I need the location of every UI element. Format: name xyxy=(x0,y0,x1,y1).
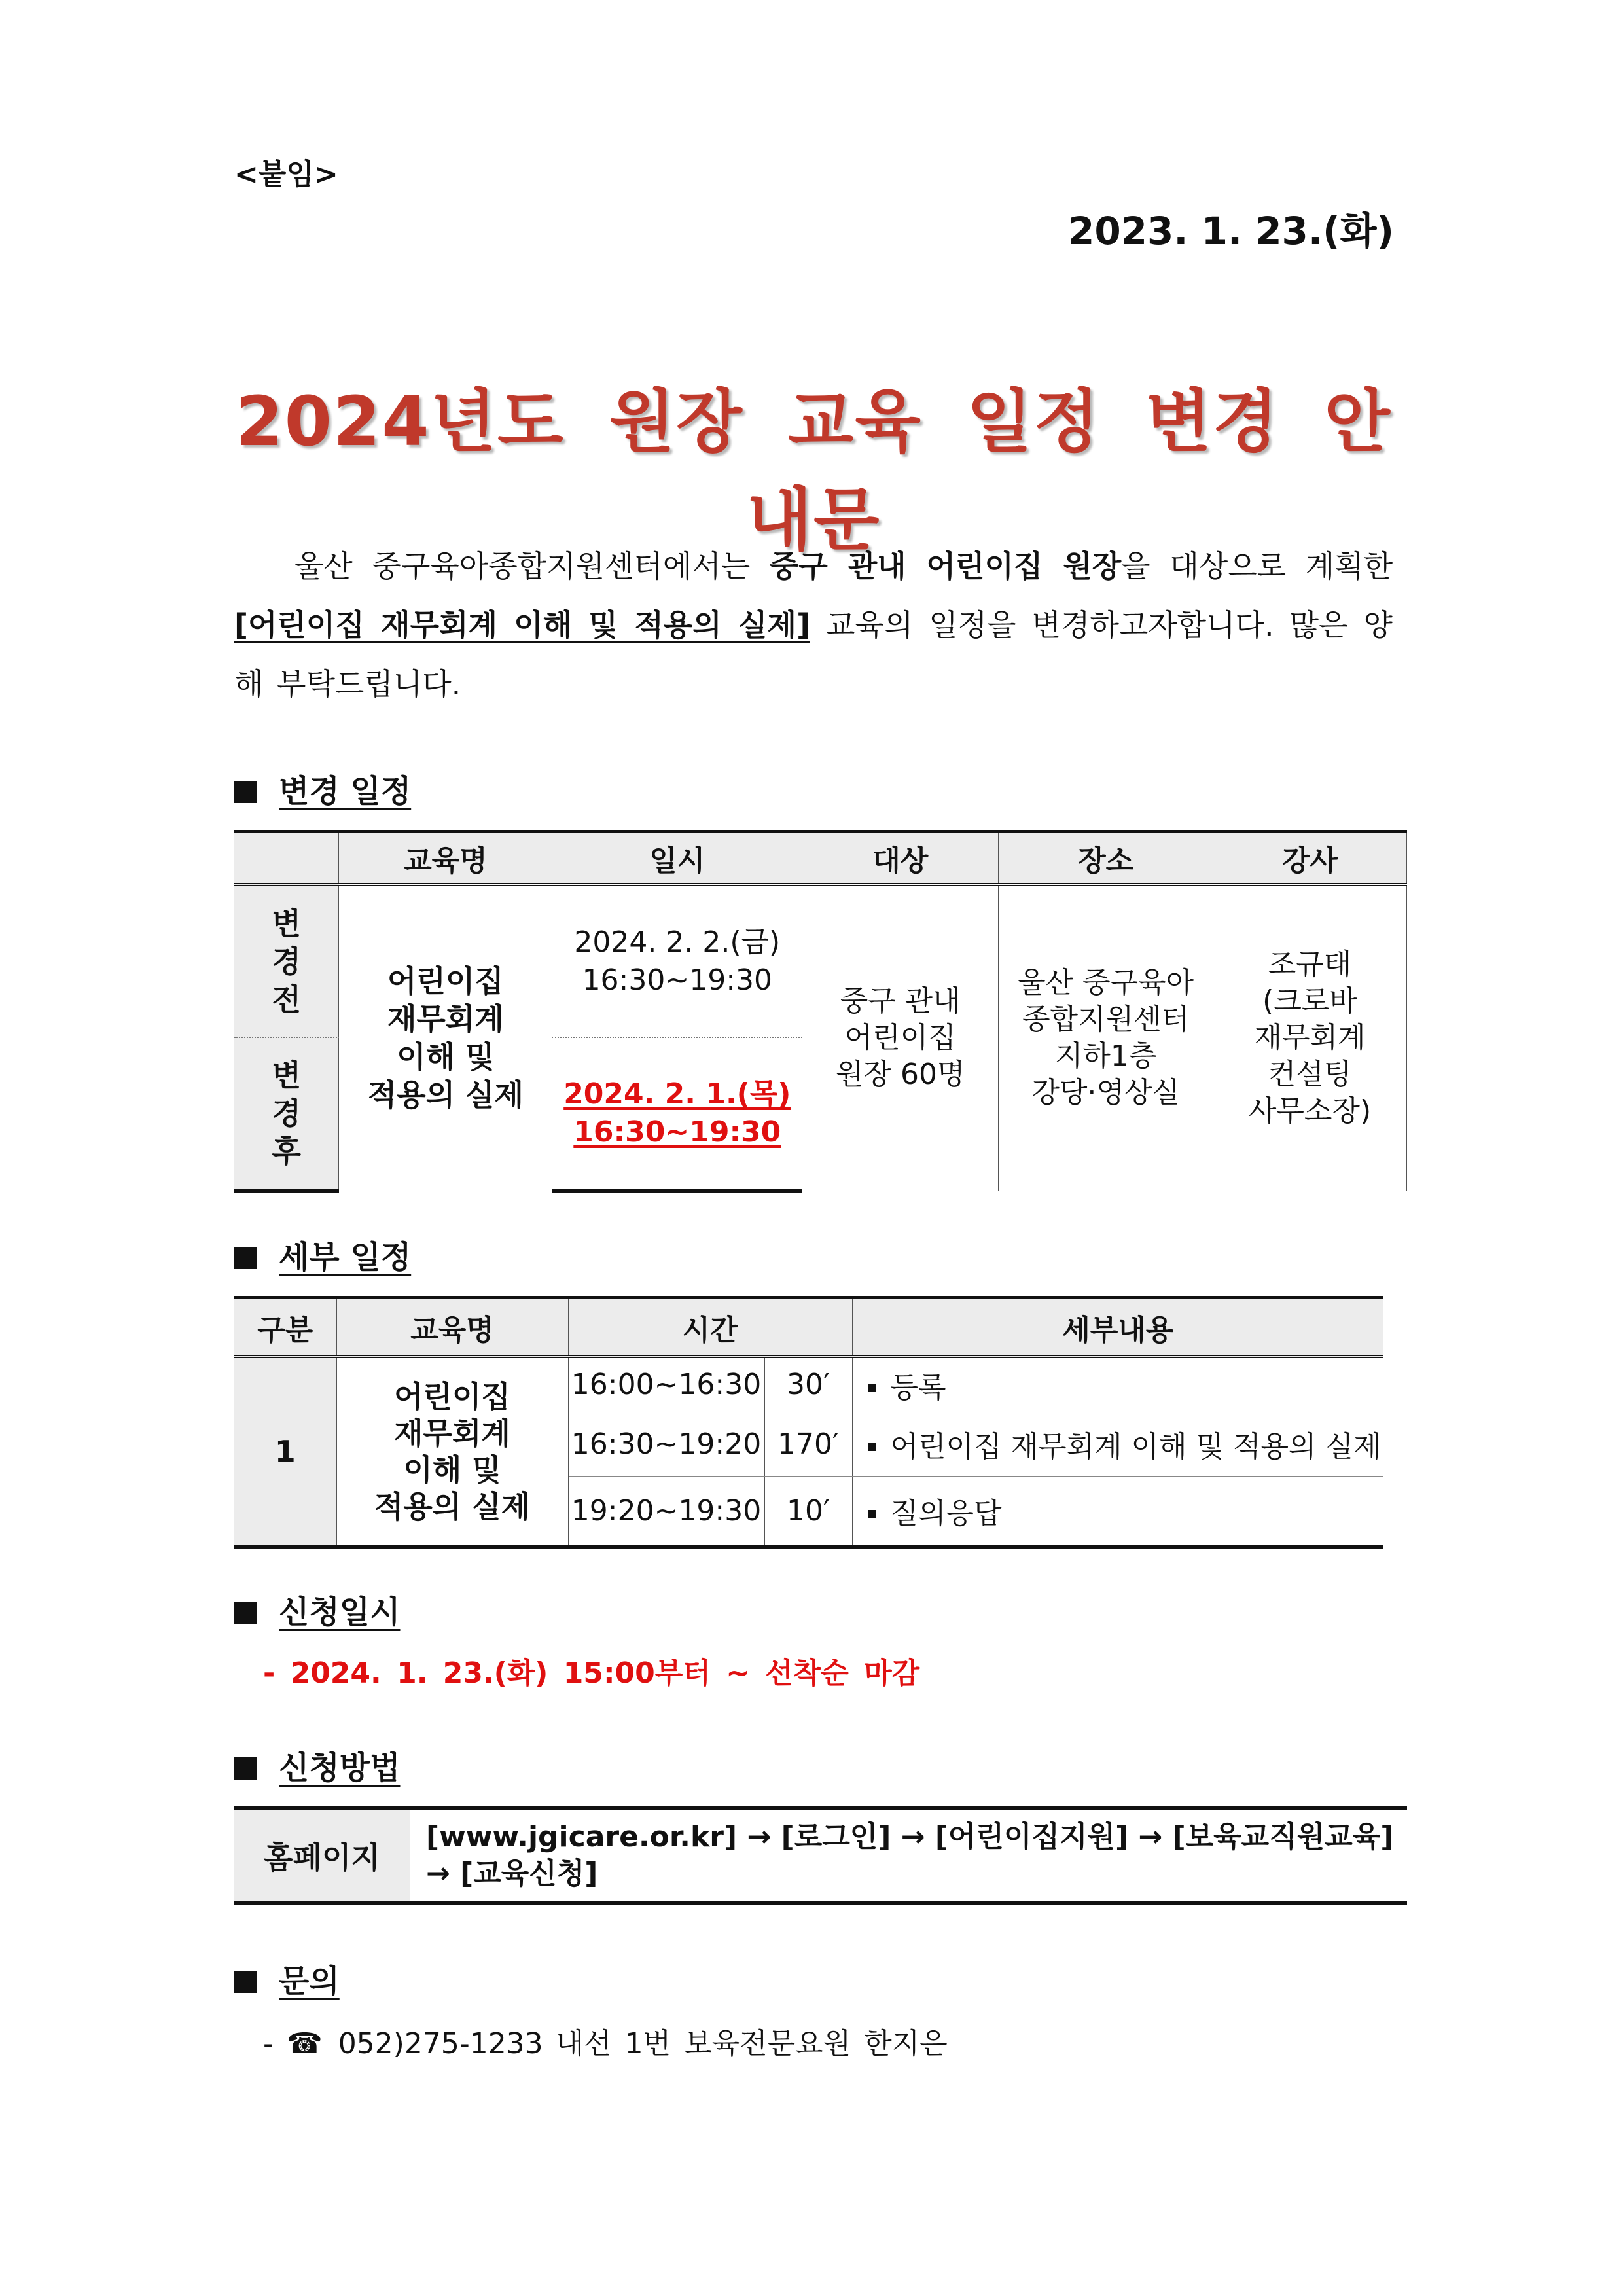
content-cell: 질의응답 xyxy=(852,1476,1383,1547)
phone-icon: ☎ xyxy=(286,2027,323,2060)
section-label: 변경 일정 xyxy=(279,773,412,810)
apply-method-table xyxy=(234,1806,1407,1905)
header-instructor: 강사 xyxy=(1213,832,1407,885)
before-date: 2024. 2. 2.(금) xyxy=(574,925,781,959)
document-date: 2023. 1. 23.(화) xyxy=(1067,209,1394,253)
contact-line xyxy=(263,2020,948,2062)
after-change-label: 변 경 후 xyxy=(234,1037,339,1191)
before-change-label: 변 경 전 xyxy=(234,884,339,1037)
header-category: 구분 xyxy=(234,1298,336,1357)
section-label: 문의 xyxy=(279,1963,340,2000)
section-label: 신청방법 xyxy=(279,1749,401,1786)
square-bullet-icon xyxy=(234,1247,257,1269)
header-course: 교육명 xyxy=(336,1298,568,1357)
intro-paragraph xyxy=(234,537,1393,713)
header-course: 교육명 xyxy=(339,832,552,885)
instructor-cell: 조규태 (크로바 재무회계 컨설팅 사무소장) xyxy=(1213,884,1407,1191)
course-name-cell: 어린이집 재무회계 이해 및 적용의 실제 xyxy=(336,1357,568,1547)
duration-cell: 170′ xyxy=(764,1412,852,1476)
page-title: 2024년도 원장 교육 일정 변경 안내문 xyxy=(236,382,1391,560)
header-empty xyxy=(234,832,339,885)
intro-text-2: 을 대상으로 계획한 xyxy=(1121,548,1393,584)
intro-bold-target: 중구 관내 어린이집 원장 xyxy=(769,548,1122,584)
table-header-row xyxy=(234,1298,1383,1357)
time-cell: 19:20~19:30 xyxy=(568,1476,764,1547)
detail-schedule-table xyxy=(234,1296,1383,1549)
intro-course-name: [어린이집 재무회계 이해 및 적용의 실제] xyxy=(234,607,810,643)
table-row xyxy=(234,884,1407,1037)
homepage-label: 홈페이지 xyxy=(234,1808,410,1903)
square-bullet-icon xyxy=(234,1971,257,1993)
after-date: 2024. 2. 1.(목) xyxy=(563,1077,791,1111)
section-label: 세부 일정 xyxy=(279,1239,412,1276)
contact-prefix: - xyxy=(263,2027,287,2060)
before-datetime-cell xyxy=(552,884,802,1037)
table-row xyxy=(234,1357,1383,1412)
after-time: 16:30~19:30 xyxy=(573,1115,781,1149)
content-cell: 등록 xyxy=(852,1357,1383,1412)
header-time: 시간 xyxy=(568,1298,852,1357)
before-time: 16:30~19:30 xyxy=(582,963,773,997)
category-number: 1 xyxy=(234,1357,336,1547)
header-datetime: 일시 xyxy=(552,832,802,885)
header-place: 장소 xyxy=(999,832,1213,885)
apply-steps xyxy=(410,1808,1408,1903)
place-cell: 울산 중구육아 종합지원센터 지하1층 강당·영상실 xyxy=(999,884,1213,1191)
section-change-schedule xyxy=(234,766,411,811)
duration-cell: 10′ xyxy=(764,1476,852,1547)
time-cell: 16:30~19:20 xyxy=(568,1412,764,1476)
intro-text-1: 울산 중구육아종합지원센터에서는 xyxy=(294,548,770,584)
table-header-row xyxy=(234,832,1407,885)
section-detail-schedule xyxy=(234,1232,411,1277)
change-schedule-table xyxy=(234,830,1407,1193)
course-name-cell: 어린이집 재무회계 이해 및 적용의 실제 xyxy=(339,884,552,1191)
section-apply-date xyxy=(234,1587,400,1632)
apply-date-text: - 2024. 1. 23.(화) 15:00부터 ~ 선착순 마감 xyxy=(263,1657,920,1690)
square-bullet-icon xyxy=(234,1602,257,1624)
attachment-label: <붙임> xyxy=(234,158,338,191)
section-inquiry xyxy=(234,1956,340,2001)
contact-text: 052)275-1233 내선 1번 보육전문요원 한지은 xyxy=(338,2027,948,2060)
square-bullet-icon xyxy=(868,1443,876,1451)
square-bullet-icon xyxy=(234,781,257,803)
time-cell: 16:00~16:30 xyxy=(568,1357,764,1412)
duration-cell: 30′ xyxy=(764,1357,852,1412)
after-datetime-cell xyxy=(552,1037,802,1191)
content-cell: 어린이집 재무회계 이해 및 적용의 실제 xyxy=(852,1412,1383,1476)
square-bullet-icon xyxy=(868,1510,876,1518)
intro-text-3: 교육의 일정을 변경하고자합니다. 많은 양해 부탁드립니다. xyxy=(234,607,1393,702)
header-target: 대상 xyxy=(802,832,999,885)
square-bullet-icon xyxy=(234,1757,257,1780)
section-label: 신청일시 xyxy=(279,1594,401,1630)
table-row xyxy=(234,1808,1407,1903)
target-cell: 중구 관내 어린이집 원장 60명 xyxy=(802,884,999,1191)
apply-steps-line-2: → [교육신청] xyxy=(426,1857,598,1890)
apply-steps-line-1: [www.jgicare.or.kr] → [로그인] → [어린이집지원] → [보육교직원교육] xyxy=(426,1820,1394,1854)
section-apply-method xyxy=(234,1742,400,1787)
header-details: 세부내용 xyxy=(852,1298,1383,1357)
square-bullet-icon xyxy=(868,1384,876,1392)
